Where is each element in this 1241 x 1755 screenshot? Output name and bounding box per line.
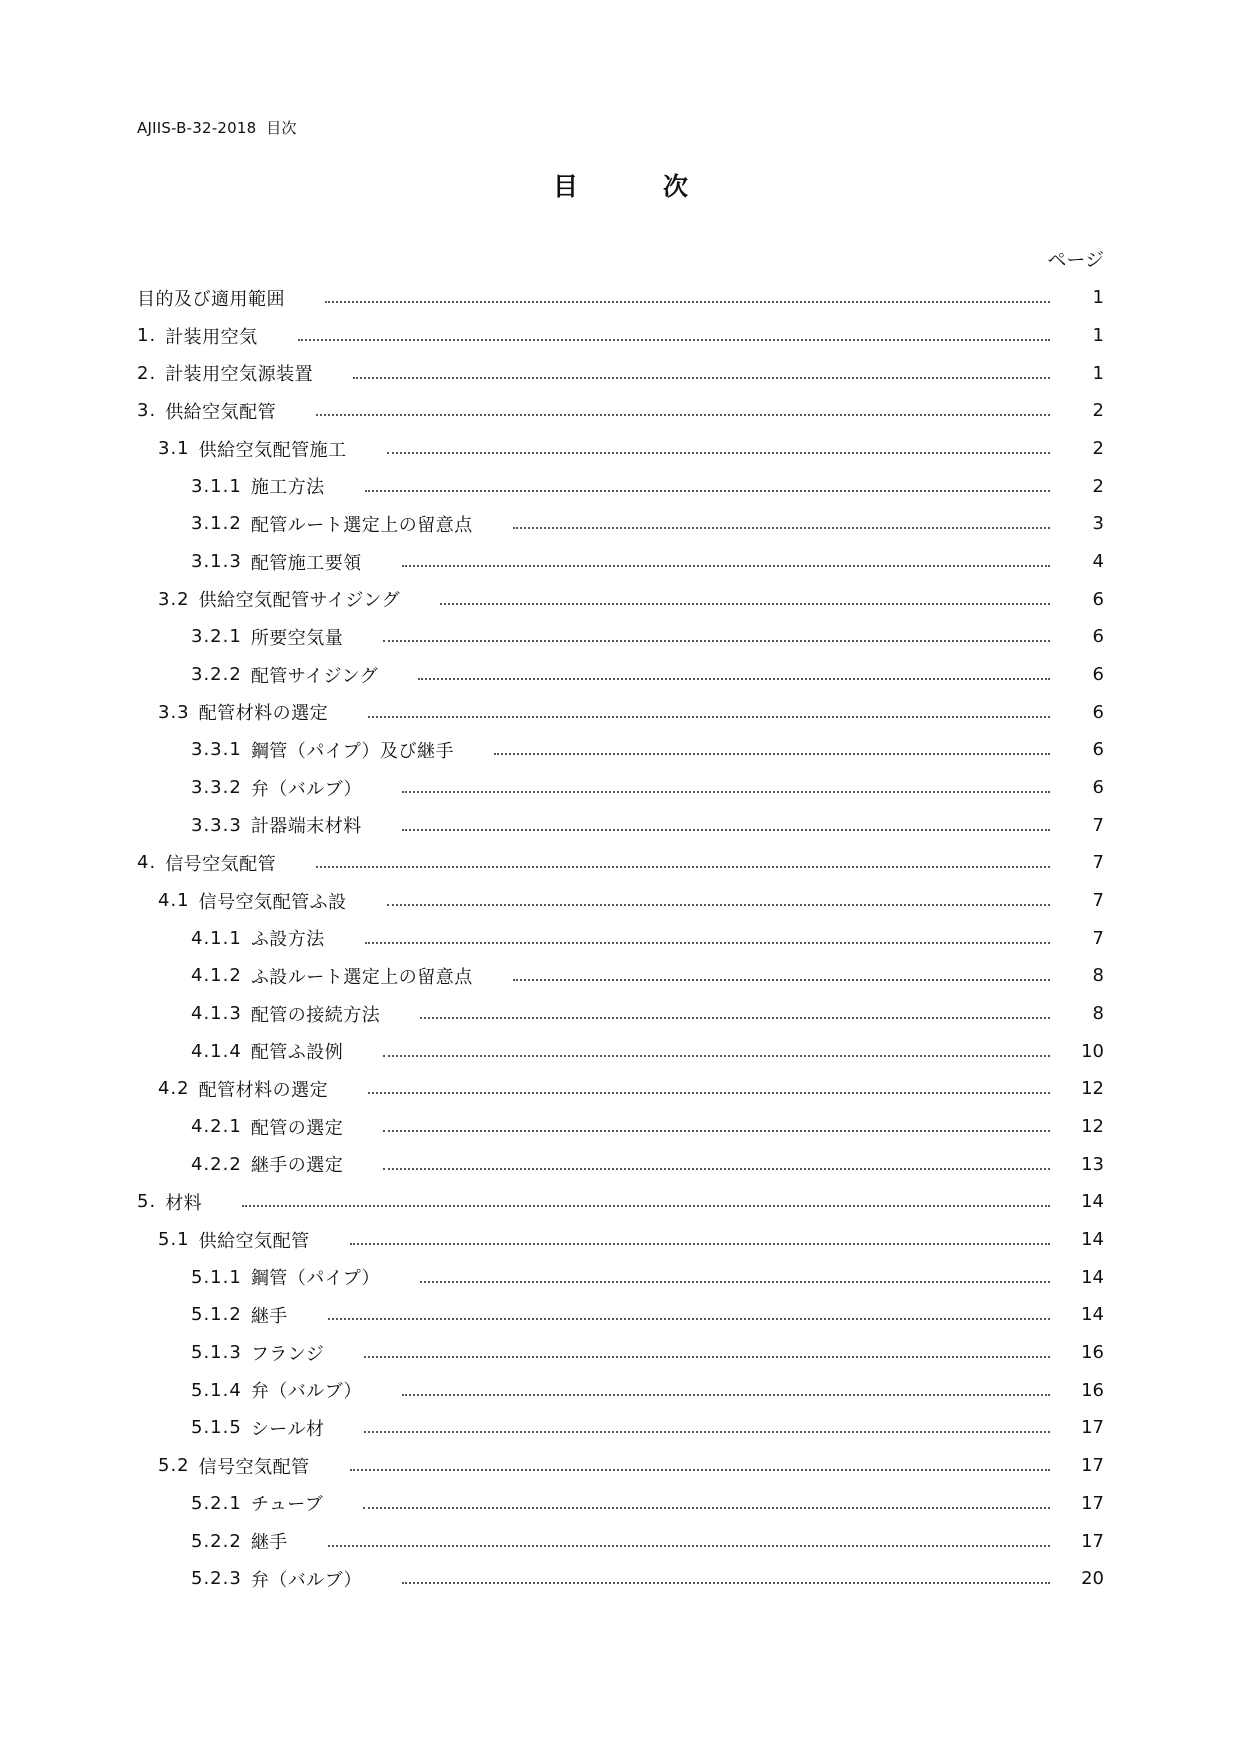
toc-entry-title: 配管材料の選定 [198,1079,329,1101]
toc-entry-page-number: 2 [1092,438,1104,460]
toc-entry-title: 所要空気量 [250,627,344,649]
toc-entry-page-number: 14 [1081,1229,1104,1251]
toc-entry[interactable] [137,656,1104,694]
toc-entry-title: 計装用空気源装置 [165,364,314,386]
toc-entry[interactable] [137,769,1104,807]
toc-entry-title: 供給空気配管施工 [198,439,347,461]
toc-entry[interactable] [137,1447,1104,1485]
toc-entry[interactable] [137,1221,1104,1259]
toc-entry[interactable] [137,580,1104,618]
toc-entry-page-number: 7 [1092,852,1104,874]
toc-entry[interactable] [137,430,1104,468]
toc-entry[interactable] [137,693,1104,731]
dot-leader [383,1054,1050,1057]
toc-entry-title: 弁（バルブ） [250,1569,362,1591]
dot-leader [383,1129,1050,1132]
toc-entry-number: 5.1.5 [191,1417,242,1439]
dot-leader [365,941,1050,944]
toc-entry-page-number: 7 [1092,890,1104,912]
dot-leader [363,1506,1050,1509]
toc-entry[interactable] [137,618,1104,656]
toc-entry-number: 3.2 [158,588,190,610]
toc-entry[interactable] [137,1145,1104,1183]
toc-entry[interactable] [137,995,1104,1033]
toc-entry-number: 3.3.3 [191,814,242,836]
toc-entry[interactable] [137,1522,1104,1560]
toc-entry-title: 配管ふ設例 [250,1042,344,1064]
toc-entry-number: 3. [137,400,157,422]
toc-entry-number: 5.2.3 [191,1568,242,1590]
dot-leader [328,1317,1050,1320]
toc-entry[interactable] [137,1183,1104,1221]
toc-entry-number: 4.2 [158,1078,190,1100]
toc-entry[interactable] [137,354,1104,392]
toc-entry-page-number: 14 [1081,1266,1104,1288]
toc-entry-number: 4.1.4 [191,1040,242,1062]
toc-entry-page-number: 6 [1092,739,1104,761]
toc-entry-title: 弁（バルブ） [250,778,362,800]
toc-entry-page-number: 1 [1092,362,1104,384]
toc-entry[interactable] [137,957,1104,995]
dot-leader [418,677,1050,680]
toc-entry[interactable] [137,1108,1104,1146]
page-column-label: ページ [1047,249,1104,271]
toc-entry-title: 供給空気配管 [165,401,277,423]
toc-entry[interactable] [137,1032,1104,1070]
toc-entry-page-number: 16 [1081,1379,1104,1401]
toc-entry-page-number: 4 [1092,551,1104,573]
dot-leader [402,1393,1050,1396]
toc-entry-number: 3.1.2 [191,513,242,535]
toc-entry-title: 配管サイジング [250,665,379,687]
toc-entry-number: 4.2.2 [191,1153,242,1175]
toc-entry-page-number: 2 [1092,475,1104,497]
toc-entry[interactable] [137,1296,1104,1334]
header-section: 目次 [266,119,297,137]
toc-entry-page-number: 16 [1081,1342,1104,1364]
toc-entry-number: 5.1.2 [191,1304,242,1326]
toc-entry[interactable] [137,1485,1104,1523]
toc-entry[interactable] [137,1258,1104,1296]
dot-leader [402,564,1050,567]
toc-entry-number: 5.1.4 [191,1379,242,1401]
toc-entry-number: 5.1.3 [191,1342,242,1364]
dot-leader [513,978,1050,981]
dot-leader [494,752,1050,755]
toc-entry-number: 5.2.1 [191,1492,242,1514]
table-of-contents [137,279,1104,1598]
toc-entry-number: 4.1.2 [191,965,242,987]
toc-entry-title: シール材 [250,1418,325,1440]
toc-entry-page-number: 6 [1092,588,1104,610]
dot-leader [513,526,1050,529]
page-title: 目次 [552,172,773,201]
toc-entry-page-number: 13 [1081,1153,1104,1175]
toc-entry-number: 4.2.1 [191,1116,242,1138]
document-id: AJIIS-B-32-2018 [137,119,257,137]
toc-entry[interactable] [137,806,1104,844]
toc-entry-page-number: 14 [1081,1191,1104,1213]
toc-entry-page-number: 17 [1081,1492,1104,1514]
dot-leader [420,1280,1050,1283]
toc-entry-number: 3.2.1 [191,626,242,648]
toc-entry-title: チューブ [250,1494,324,1516]
dot-leader [242,1204,1050,1207]
dot-leader [368,1091,1050,1094]
toc-entry[interactable] [137,505,1104,543]
toc-entry[interactable] [137,1371,1104,1409]
toc-entry-title: 供給空気配管サイジング [198,590,401,612]
toc-entry[interactable] [137,543,1104,581]
toc-entry-page-number: 12 [1081,1078,1104,1100]
toc-entry-title: 信号空気配管ふ設 [198,891,347,913]
dot-leader [383,1167,1050,1170]
toc-entry-page-number: 8 [1092,1003,1104,1025]
toc-entry-number: 3.3.2 [191,777,242,799]
toc-entry-number: 4.1 [158,890,190,912]
toc-entry[interactable] [137,392,1104,430]
dot-leader [350,1468,1050,1471]
toc-entry[interactable] [137,1560,1104,1598]
dot-leader [402,790,1050,793]
toc-entry-number: 2. [137,362,157,384]
dot-leader [420,1016,1050,1019]
toc-entry-number: 5.1.1 [191,1266,242,1288]
toc-entry-page-number: 14 [1081,1304,1104,1326]
toc-entry-number: 3.1.3 [191,551,242,573]
toc-entry-page-number: 6 [1092,701,1104,723]
document-header [137,117,297,138]
toc-entry-title: 計装用空気 [165,326,258,348]
toc-entry-page-number: 7 [1092,927,1104,949]
dot-leader [350,1242,1050,1245]
toc-entry[interactable] [137,919,1104,957]
toc-entry-page-number: 12 [1081,1116,1104,1138]
toc-entry[interactable] [137,1409,1104,1447]
dot-leader [365,489,1050,492]
toc-entry-title: 継手 [250,1305,288,1327]
dot-leader [402,1581,1050,1584]
toc-entry-title: 供給空気配管 [198,1230,310,1252]
toc-entry-number: 5.1 [158,1229,190,1251]
toc-entry-page-number: 8 [1092,965,1104,987]
dot-leader [353,376,1050,379]
toc-entry-title: フランジ [250,1343,325,1365]
toc-entry-page-number: 1 [1092,325,1104,346]
toc-entry-number: 4.1.3 [191,1003,242,1025]
dot-leader [440,602,1050,605]
toc-entry-title: 鋼管（パイプ） [250,1268,380,1290]
toc-entry-title: 継手の選定 [250,1155,344,1177]
toc-entry-title: 材料 [165,1192,203,1214]
toc-entry-page-number: 17 [1081,1417,1104,1439]
toc-entry-title: 鋼管（パイプ）及び継手 [250,740,454,762]
toc-entry[interactable] [137,1334,1104,1372]
toc-entry-title: ふ設ルート選定上の留意点 [250,966,473,988]
dot-leader [387,903,1050,906]
dot-leader [325,300,1050,303]
toc-entry-page-number: 6 [1092,626,1104,648]
toc-entry-page-number: 17 [1081,1455,1104,1477]
toc-entry-title: 配管材料の選定 [198,703,329,725]
dot-leader [316,413,1050,416]
toc-entry-number: 4.1.1 [191,927,242,949]
toc-entry-page-number: 6 [1092,777,1104,799]
toc-entry-number: 5. [137,1191,157,1213]
toc-entry[interactable] [137,1070,1104,1108]
toc-entry-page-number: 3 [1092,513,1104,535]
toc-entry[interactable] [137,279,1104,317]
dot-leader [383,639,1050,642]
toc-entry-number: 3.1 [158,438,190,460]
toc-entry[interactable] [137,844,1104,882]
dot-leader [364,1430,1050,1433]
toc-entry-page-number: 10 [1081,1040,1104,1062]
toc-entry-title: 計器端末材料 [250,816,362,838]
dot-leader [316,865,1050,868]
dot-leader [387,451,1050,454]
toc-entry-page-number: 6 [1092,664,1104,686]
toc-entry-title: 継手 [250,1532,288,1553]
toc-entry-page-number: 2 [1092,400,1104,422]
dot-leader [328,1544,1050,1547]
toc-entry-number: 3.2.2 [191,664,242,686]
toc-entry-number: 5.2.2 [191,1530,242,1552]
toc-entry-title: 目的及び適用範囲 [137,288,285,310]
dot-leader [364,1355,1050,1358]
toc-entry-number: 1. [137,325,157,346]
toc-entry-title: ふ設方法 [250,929,325,951]
dot-leader [402,828,1050,831]
toc-entry-title: 配管の選定 [250,1117,344,1139]
toc-entry-title: 信号空気配管 [165,853,277,875]
toc-entry-number: 5.2 [158,1455,190,1477]
toc-entry[interactable] [137,731,1104,769]
toc-entry[interactable] [137,467,1104,505]
toc-entry-number: 3.3 [158,701,190,723]
toc-entry-page-number: 7 [1092,814,1104,836]
toc-entry-page-number: 1 [1092,287,1104,309]
toc-entry-number: 3.1.1 [191,475,242,497]
toc-entry-title: 配管の接続方法 [250,1004,381,1026]
dot-leader [298,338,1050,341]
toc-entry-title: 弁（バルブ） [250,1381,362,1403]
toc-entry[interactable] [137,882,1104,920]
toc-entry-title: 信号空気配管 [198,1456,310,1478]
toc-entry-title: 配管施工要領 [250,552,362,574]
toc-entry-title: 配管ルート選定上の留意点 [250,514,473,536]
dot-leader [368,715,1050,718]
toc-entry-number: 3.3.1 [191,739,242,761]
toc-entry-number: 4. [137,852,157,874]
toc-entry-page-number: 17 [1081,1530,1104,1552]
toc-entry[interactable] [137,317,1104,355]
toc-entry-page-number: 20 [1081,1568,1104,1590]
toc-entry-title: 施工方法 [250,477,325,499]
